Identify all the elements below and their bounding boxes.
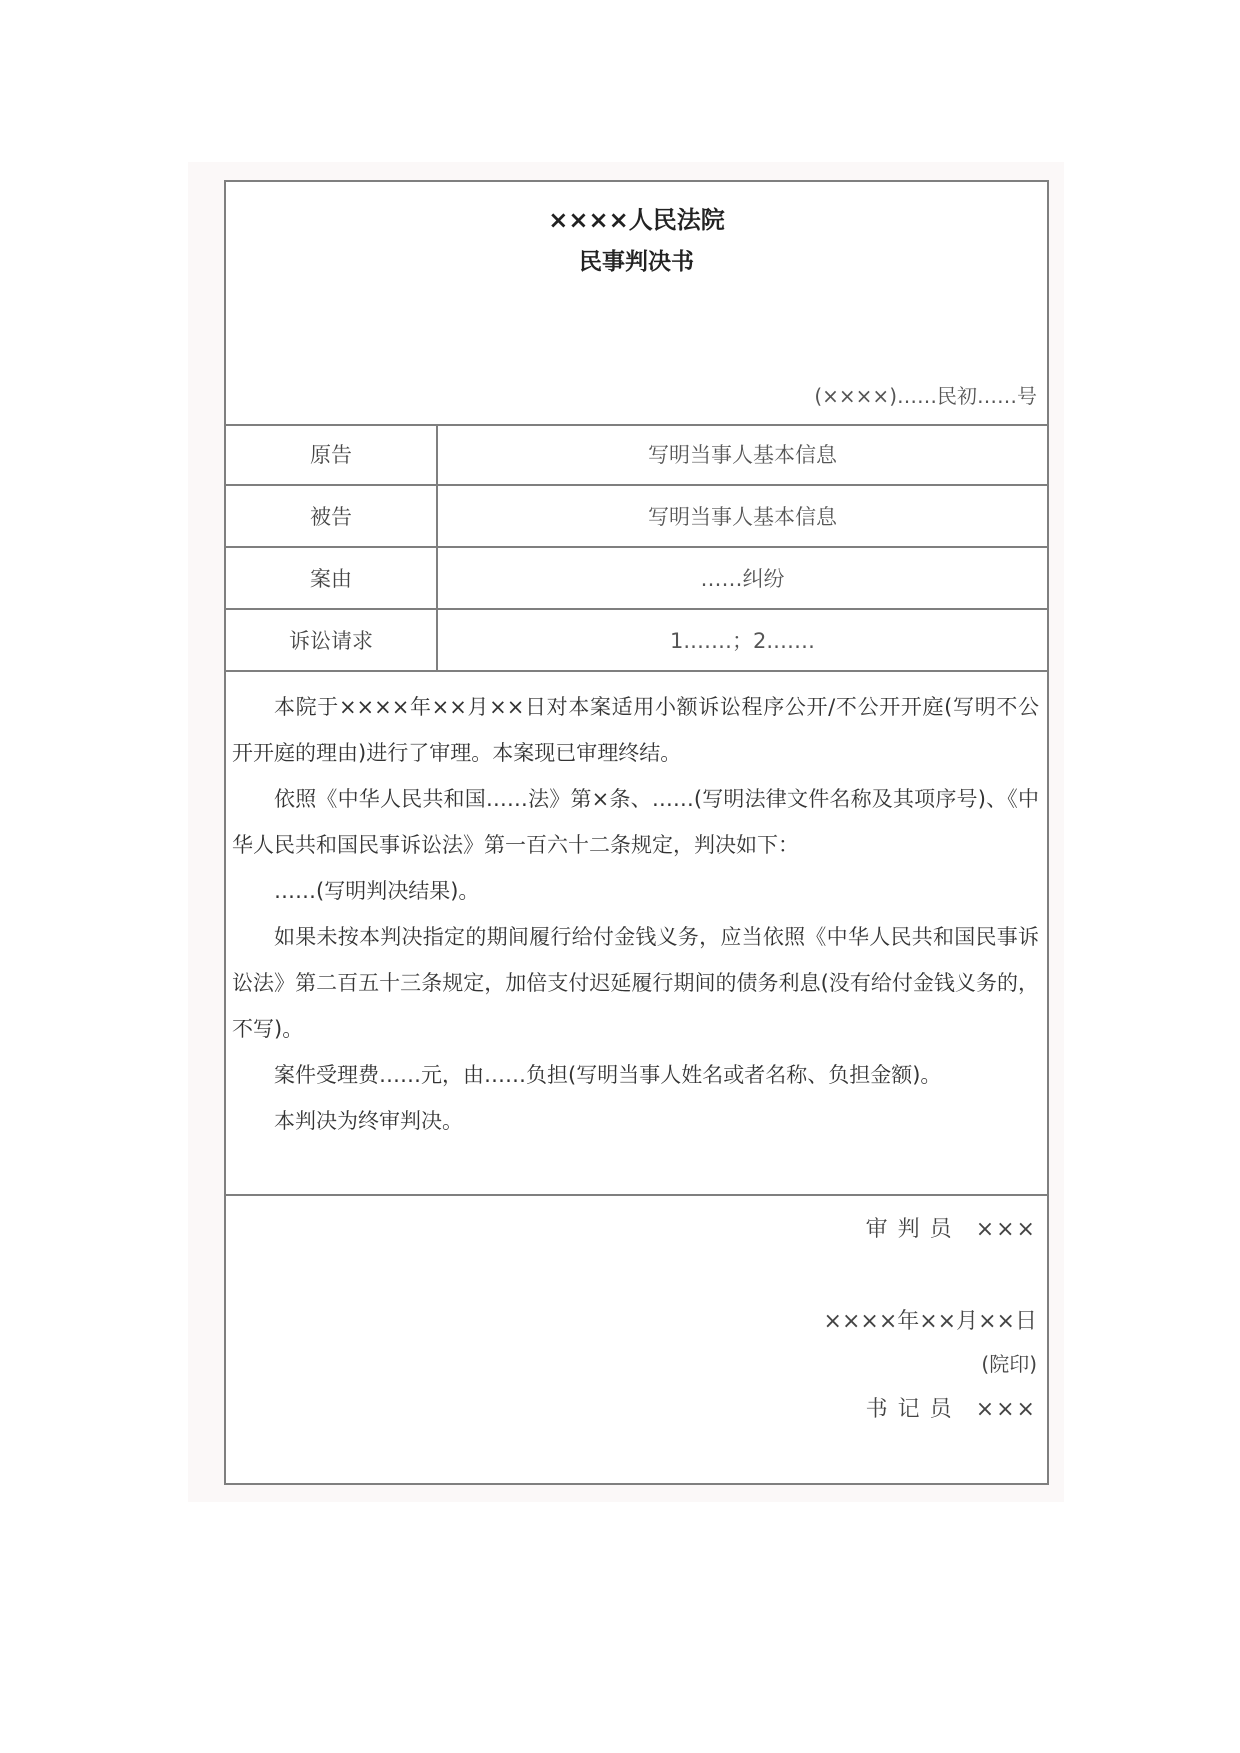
court-seal: (院印) [981, 1352, 1037, 1376]
info-label: 被告 [226, 486, 438, 546]
clerk-name: ××× [975, 1397, 1037, 1422]
body-paragraph: 如果未按本判决指定的期间履行给付金钱义务，应当依照《中华人民共和国民事诉讼法》第二百五十三条规定，加倍支付迟延履行期间的债务利息(没有给付金钱义务的，不写)。 [232, 925, 1039, 1041]
judgment-date: ××××年××月××日 [823, 1309, 1037, 1334]
judgment-text [232, 684, 1039, 1144]
body-paragraph: 本判决为终审判决。 [274, 1109, 463, 1133]
clerk-signature [866, 1392, 1037, 1423]
body-paragraph: 案件受理费……元，由……负担(写明当事人姓名或者名称、负担金额)。 [274, 1063, 942, 1087]
court-name: ××××人民法院 [548, 206, 725, 234]
case-info-table [226, 424, 1047, 672]
info-row-defendant [226, 486, 1047, 548]
clerk-role: 书记员 [865, 1397, 962, 1422]
info-row-claims [226, 610, 1047, 672]
info-row-cause [226, 548, 1047, 610]
document-header [226, 182, 1047, 426]
body-paragraph: ……(写明判决结果)。 [274, 879, 480, 903]
judgment-body [226, 674, 1047, 1196]
info-value: 写明当事人基本信息 [648, 505, 837, 529]
info-row-plaintiff [226, 424, 1047, 486]
judge-signature [866, 1212, 1037, 1243]
info-value: 写明当事人基本信息 [648, 443, 837, 467]
judge-role: 审判员 [865, 1217, 962, 1242]
info-label: 案由 [226, 548, 438, 608]
body-paragraph: 本院于××××年××月××日对本案适用小额诉讼程序公开/不公开开庭(写明不公开开庭的理由)进行了审理。本案现已审理终结。 [232, 695, 1039, 765]
document-type-title: 民事判决书 [579, 249, 694, 275]
judge-name: ××× [975, 1217, 1037, 1242]
info-value: 1.……；2.…… [669, 629, 816, 653]
info-value: ……纠纷 [700, 567, 785, 591]
case-number: (××××)……民初……号 [814, 384, 1037, 408]
info-label: 诉讼请求 [226, 610, 438, 670]
body-paragraph: 依照《中华人民共和国……法》第×条、……(写明法律文件名称及其项序号)、《中华人民共和国民事诉讼法》第一百六十二条规定，判决如下： [232, 787, 1039, 857]
judgment-document [224, 180, 1049, 1485]
info-label: 原告 [226, 424, 438, 484]
signature-block [226, 1196, 1047, 1483]
